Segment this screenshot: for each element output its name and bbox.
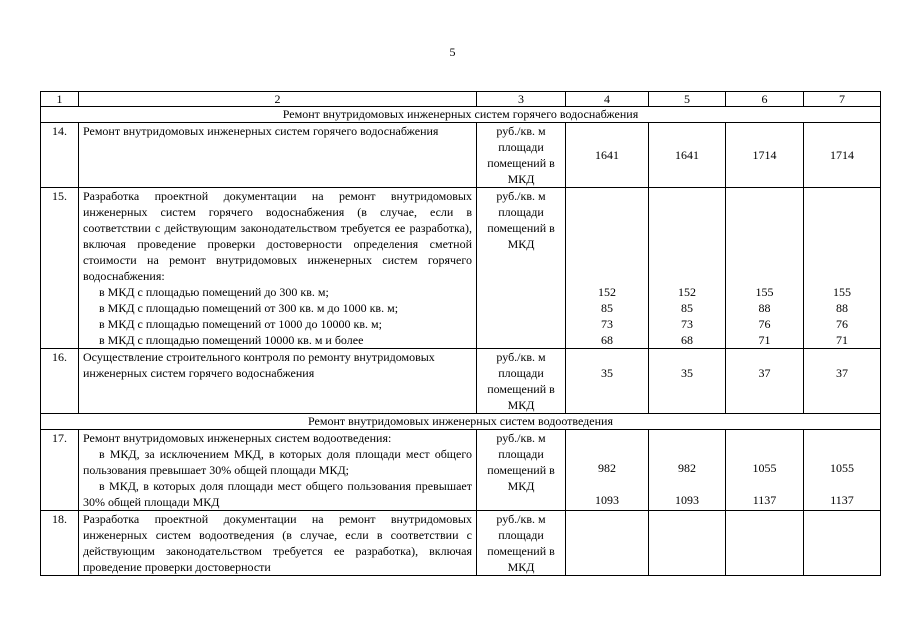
value-cell: 1714 xyxy=(726,123,804,188)
row-description: Ремонт внутридомовых инженерных систем горячего водоснабжения xyxy=(79,123,477,188)
unit-cell: руб./кв. м площади помещений в МКД xyxy=(477,349,566,414)
page-number: 5 xyxy=(449,45,456,59)
value: 982 xyxy=(598,461,616,475)
section-title-hot-water: Ремонт внутридомовых инженерных систем горячего водоснабжения xyxy=(41,107,881,123)
value: 1055 xyxy=(752,461,777,475)
column-header: 5 xyxy=(649,92,726,107)
value-cell xyxy=(649,188,726,349)
unit-cell: руб./кв. м площади помещений в МКД xyxy=(477,123,566,188)
column-header: 1 xyxy=(41,92,79,107)
row-description xyxy=(79,430,477,511)
value-cell xyxy=(649,511,726,576)
value: 155 xyxy=(755,285,774,299)
value-cell: 1714 xyxy=(804,123,881,188)
value: 152 xyxy=(598,285,616,299)
unit-cell: руб./кв. м площади помещений в МКД xyxy=(477,430,566,511)
sub-item: в МКД с площадью помещений от 300 кв. м до 1000 кв. м; xyxy=(99,301,399,315)
sub-item: в МКД с площадью помещений 10000 кв. м и более xyxy=(99,333,364,347)
column-header: 4 xyxy=(566,92,649,107)
value-cell: 35 xyxy=(649,349,726,414)
section-title-drainage: Ремонт внутридомовых инженерных систем водоотведения xyxy=(41,414,881,430)
value: 68 xyxy=(601,333,613,347)
value: 73 xyxy=(601,317,613,331)
value-cell xyxy=(726,188,804,349)
row-number: 17. xyxy=(41,430,79,511)
row-description: Разработка проектной документации на ремонт внутридомовых инженерных систем водоотведения (в случае, если в соответствии с действующим законодательством требуется ее разработка), включая проведение проверки достоверности xyxy=(79,511,477,576)
value: 1093 xyxy=(675,493,699,507)
value-cell: 35 xyxy=(566,349,649,414)
value-cell xyxy=(566,511,649,576)
value: 76 xyxy=(836,317,848,331)
value: 982 xyxy=(678,461,696,475)
value-cell: 1641 xyxy=(649,123,726,188)
table-row xyxy=(41,188,881,349)
table-row xyxy=(41,511,881,576)
column-header: 3 xyxy=(477,92,566,107)
value: 88 xyxy=(836,301,848,315)
value: 1093 xyxy=(595,493,619,507)
row-number: 14. xyxy=(41,123,79,188)
sub-item: в МКД, в которых доля площади мест общего пользования превышает 30% общей площади МКД xyxy=(83,479,472,509)
value: 152 xyxy=(678,285,696,299)
column-header: 2 xyxy=(79,92,477,107)
column-header: 7 xyxy=(804,92,881,107)
row-number: 18. xyxy=(41,511,79,576)
value: 73 xyxy=(681,317,693,331)
norms-table xyxy=(40,91,881,576)
table-row xyxy=(41,430,881,511)
value: 71 xyxy=(836,333,848,347)
value-cell xyxy=(649,430,726,511)
value: 1137 xyxy=(830,493,854,507)
section-row xyxy=(41,414,881,430)
sub-item: в МКД с площадью помещений от 1000 до 10000 кв. м; xyxy=(99,317,382,331)
sub-item: в МКД, за исключением МКД, в которых доля площади мест общего пользования превышает 30% общей площади МКД; xyxy=(83,447,472,477)
section-row xyxy=(41,107,881,123)
row-number: 15. xyxy=(41,188,79,349)
table-row xyxy=(41,349,881,414)
column-header: 6 xyxy=(726,92,804,107)
row-description-text: Ремонт внутридомовых инженерных систем водоотведения: xyxy=(83,431,392,445)
column-number-row xyxy=(41,92,881,107)
value-cell xyxy=(804,188,881,349)
value: 76 xyxy=(758,317,771,331)
row-description xyxy=(79,188,477,349)
value: 68 xyxy=(681,333,693,347)
row-description: Осуществление строительного контроля по ремонту внутридомовых инженерных систем горячего водоснабжения xyxy=(79,349,477,414)
row-description-text: Разработка проектной документации на ремонт внутридомовых инженерных систем горячего водоснабжения (в случае, если в соответствии с действующим законодательством требуется ее разработка), включая проведение проверки достоверности определения сметной стоимости на ремонт внутридомовых инженерных систем горячего водоснабжения: xyxy=(83,189,472,283)
value-cell: 1641 xyxy=(566,123,649,188)
value-cell xyxy=(726,430,804,511)
value: 155 xyxy=(833,285,851,299)
value-cell xyxy=(804,430,881,511)
value: 85 xyxy=(601,301,613,315)
sub-item: в МКД с площадью помещений до 300 кв. м; xyxy=(99,285,329,299)
value-cell xyxy=(804,511,881,576)
value: 71 xyxy=(758,333,771,347)
value-cell: 37 xyxy=(726,349,804,414)
table-row xyxy=(41,123,881,188)
row-number: 16. xyxy=(41,349,79,414)
value-cell xyxy=(726,511,804,576)
value-cell xyxy=(566,188,649,349)
value-cell: 37 xyxy=(804,349,881,414)
unit-cell: руб./кв. м площади помещений в МКД xyxy=(477,511,566,576)
value: 88 xyxy=(758,301,771,315)
value: 1055 xyxy=(830,461,854,475)
value: 85 xyxy=(681,301,693,315)
value-cell xyxy=(566,430,649,511)
value: 1137 xyxy=(752,493,777,507)
unit-cell: руб./кв. м площади помещений в МКД xyxy=(477,188,566,349)
